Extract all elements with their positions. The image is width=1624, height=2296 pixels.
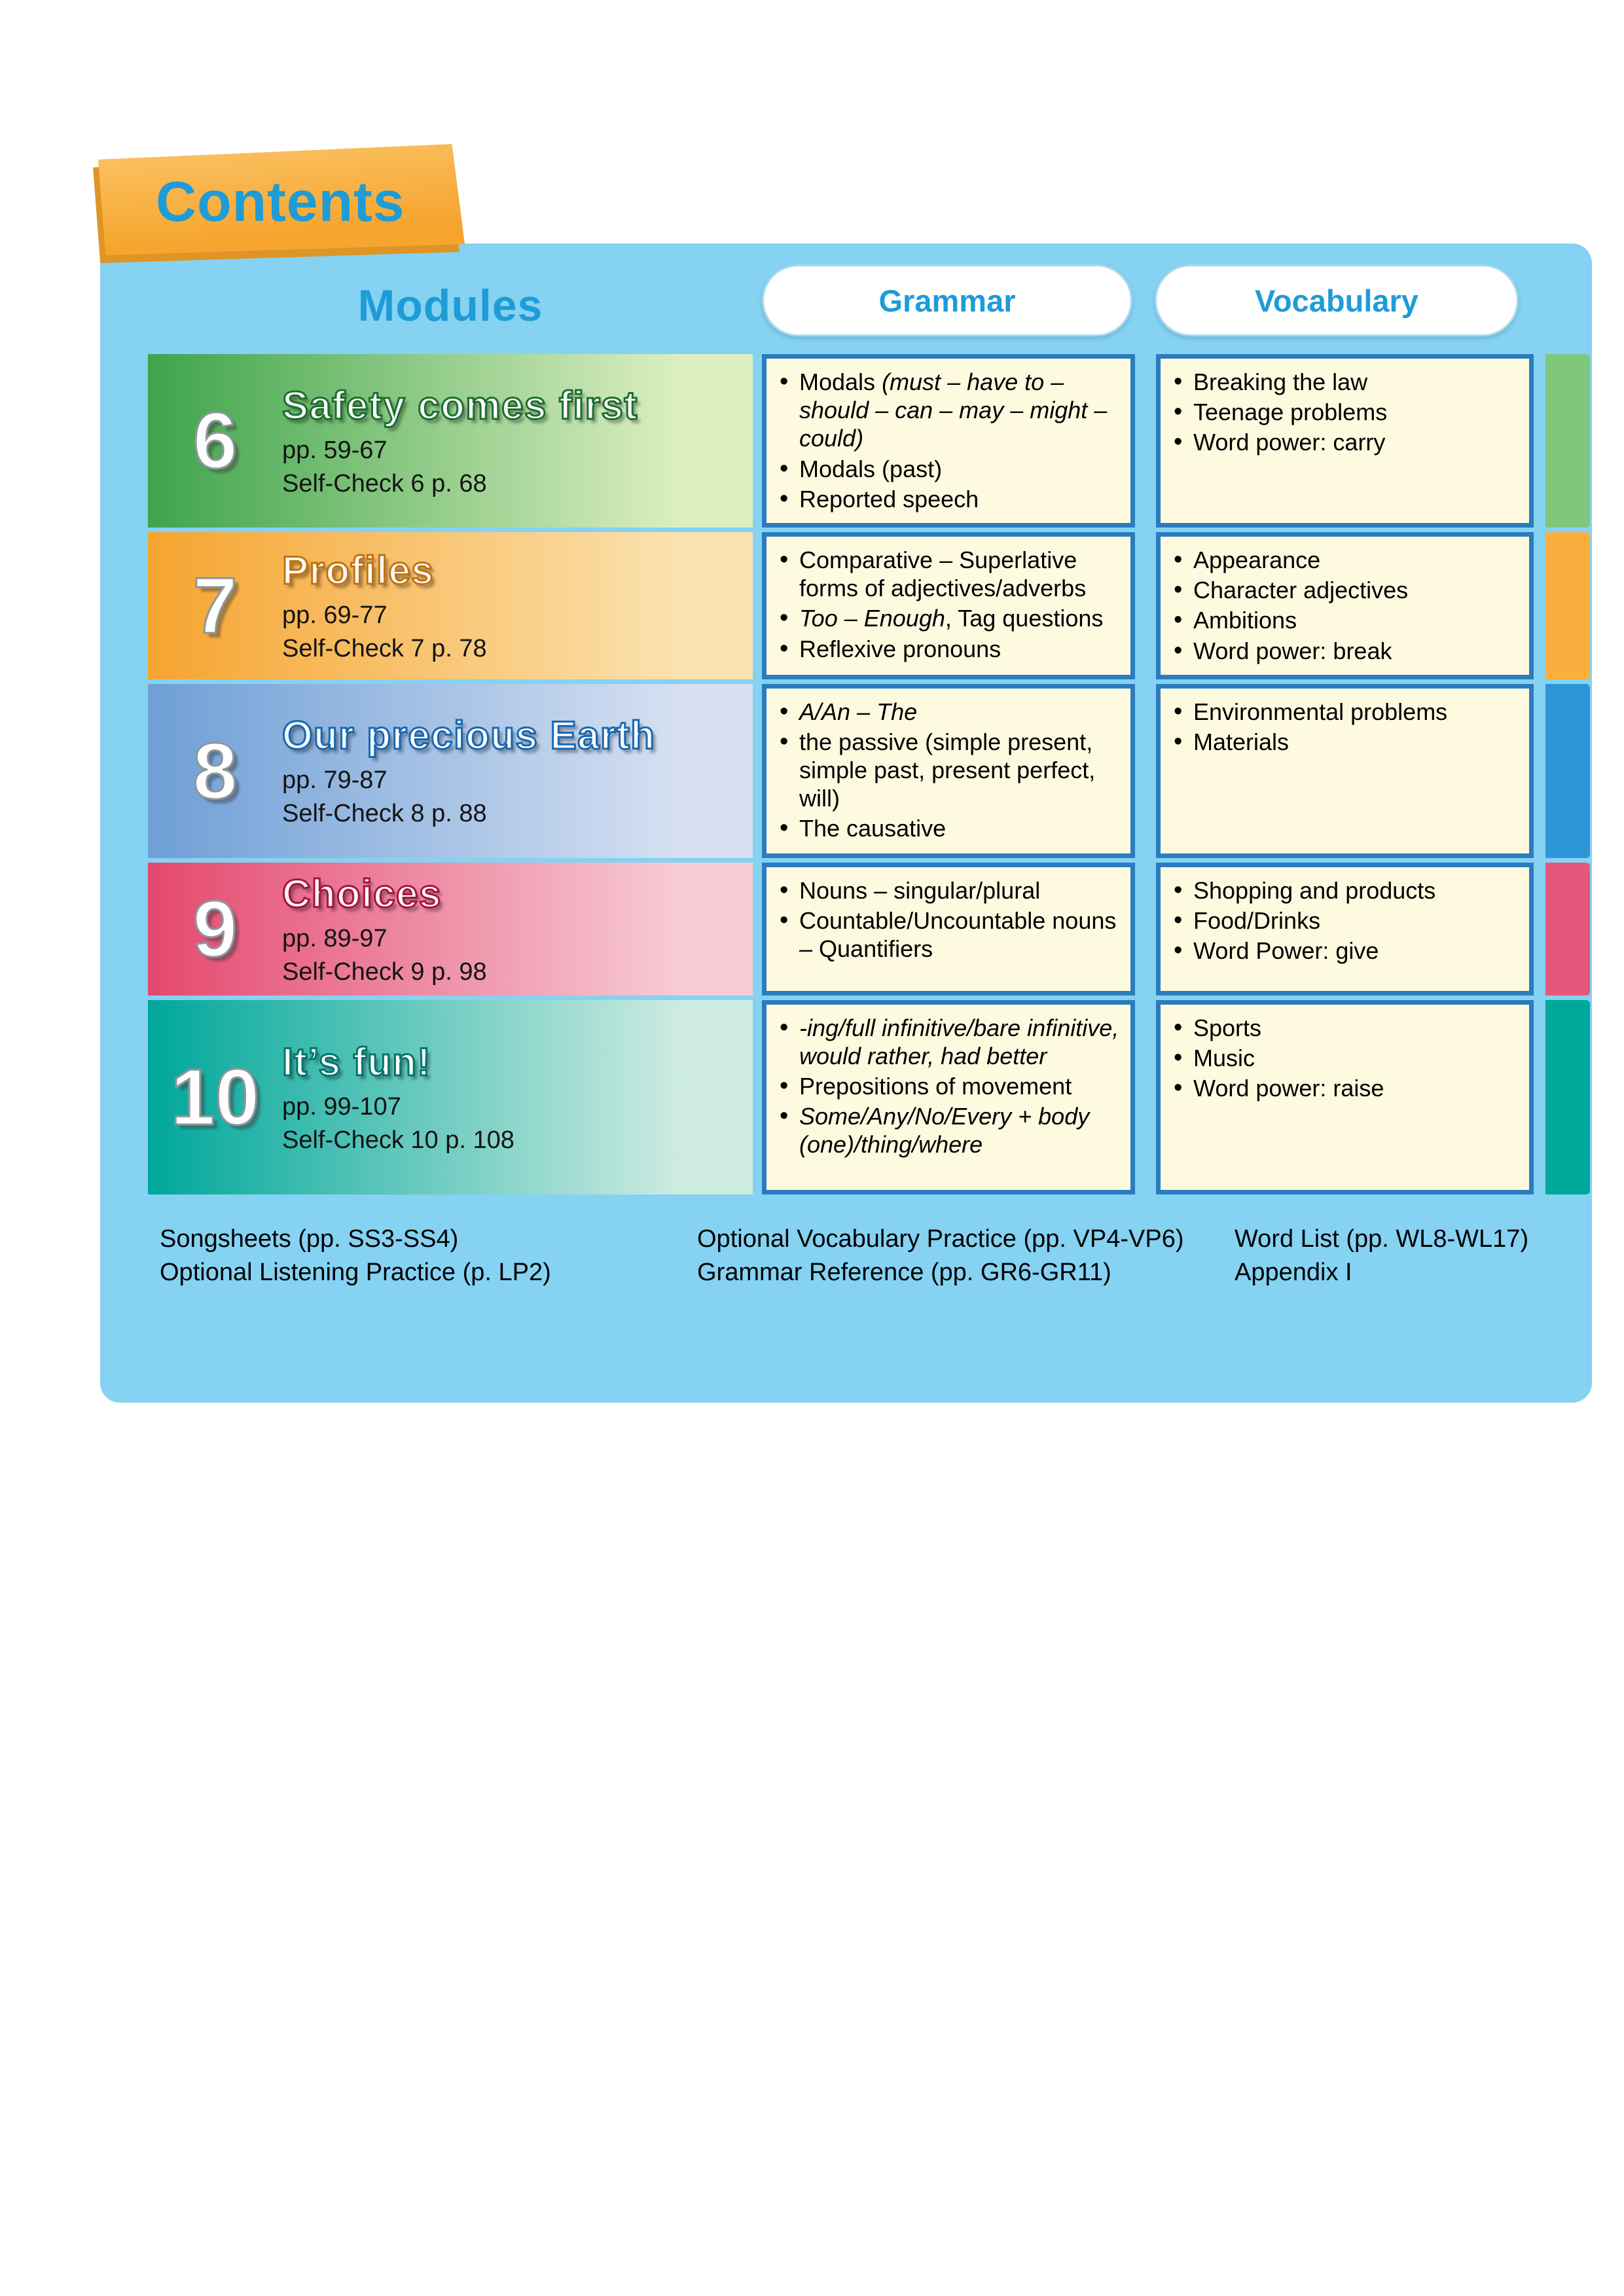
module-info [282, 374, 753, 507]
bullet-item: • Countable/Uncountable nouns – Quantifiers [776, 906, 1120, 963]
page-title: Contents [156, 170, 405, 234]
module-info [282, 704, 753, 837]
module-row-10 [148, 1000, 1592, 1194]
contents-table [148, 354, 1592, 1199]
footer-line: Optional Listening Practice (p. LP2) [160, 1259, 551, 1287]
module-color-tab [1545, 1000, 1590, 1194]
bullet-item: • Prepositions of movement [776, 1072, 1120, 1100]
grammar-list [762, 684, 1135, 858]
module-pages: pp. 79-87 [282, 766, 388, 795]
module-pages: pp. 99-107 [282, 1092, 401, 1121]
grammar-column-heading: Grammar [762, 264, 1132, 336]
module-color-tab [1545, 532, 1590, 679]
module-self-check: Self-Check 6 p. 68 [282, 469, 487, 497]
bullet-item: • Materials [1170, 728, 1519, 756]
bullet-item: • Word power: carry [1170, 428, 1519, 456]
module-row-9 [148, 863, 1592, 996]
module-color-tab [1545, 684, 1590, 858]
module-number: 10 [170, 1052, 260, 1142]
vocabulary-list [1156, 354, 1534, 528]
module-pages: pp. 59-67 [282, 436, 388, 464]
bullet-item: • Too – Enough, Tag questions [776, 604, 1120, 632]
bullet-item: • Character adjectives [1170, 576, 1519, 604]
bullet-item: • Appearance [1170, 546, 1519, 574]
bullet-item: • Word power: raise [1170, 1074, 1519, 1102]
module-self-check: Self-Check 10 p. 108 [282, 1126, 514, 1154]
bullet-item: • Modals (past) [776, 455, 1120, 483]
bullet-item: • Teenage problems [1170, 398, 1519, 426]
bullet-item: • Ambitions [1170, 606, 1519, 634]
bullet-item: • The causative [776, 814, 1120, 842]
module-self-check: Self-Check 9 p. 98 [282, 958, 487, 986]
vocabulary-list [1156, 863, 1534, 996]
module-cell [148, 1000, 753, 1194]
module-cell [148, 354, 753, 528]
bullet-item: • Breaking the law [1170, 368, 1519, 396]
bullet-item: • the passive (simple present, simple past, present perfect, will) [776, 728, 1120, 813]
grammar-list [762, 1000, 1135, 1194]
bullet-item: • Shopping and products [1170, 876, 1519, 905]
grammar-list [762, 354, 1135, 528]
contents-banner [98, 144, 465, 255]
module-number: 6 [192, 396, 238, 486]
bullet-item: • -ing/full infinitive/bare infinitive, would rather, had better [776, 1014, 1120, 1070]
module-row-6 [148, 354, 1592, 528]
bullet-item: • Word Power: give [1170, 937, 1519, 965]
module-title: Our precious Earth [282, 713, 656, 758]
footer-line: Word List (pp. WL8-WL17) [1235, 1225, 1529, 1253]
vocabulary-list [1156, 684, 1534, 858]
grammar-list [762, 532, 1135, 679]
module-info [282, 1031, 753, 1164]
vocabulary-list [1156, 1000, 1534, 1194]
modules-column-heading: Modules [357, 281, 543, 331]
bullet-item: • Comparative – Superlative forms of adjectives/adverbs [776, 546, 1120, 602]
module-self-check: Self-Check 7 p. 78 [282, 634, 487, 662]
footer-line: Optional Vocabulary Practice (pp. VP4-VP6) [697, 1225, 1184, 1253]
module-pages: pp. 69-77 [282, 601, 388, 629]
grammar-list [762, 863, 1135, 996]
module-cell [148, 684, 753, 858]
bullet-item: • Word power: break [1170, 637, 1519, 665]
module-self-check: Self-Check 8 p. 88 [282, 800, 487, 828]
footer-line: Appendix I [1235, 1259, 1352, 1287]
footer-column-2 [697, 1223, 1184, 1290]
module-row-7 [148, 532, 1592, 679]
bullet-item: • Sports [1170, 1014, 1519, 1042]
module-title: It’s fun! [282, 1039, 431, 1084]
module-info [282, 863, 753, 996]
bullet-item: • Some/Any/No/Every + body (one)/thing/where [776, 1102, 1120, 1158]
vocabulary-column-heading: Vocabulary [1155, 264, 1519, 336]
module-title: Safety comes first [282, 383, 638, 427]
module-cell [148, 863, 753, 996]
module-number: 7 [192, 561, 238, 651]
module-title: Choices [282, 871, 442, 916]
vocabulary-list [1156, 532, 1534, 679]
bullet-item: • Modals (must – have to – should – can – may – might – could) [776, 368, 1120, 453]
bullet-item: • Environmental problems [1170, 698, 1519, 726]
module-pages: pp. 89-97 [282, 924, 388, 952]
bullet-item: • Reflexive pronouns [776, 635, 1120, 663]
module-number: 8 [192, 726, 238, 816]
footer-line: Grammar Reference (pp. GR6-GR11) [697, 1259, 1111, 1287]
bullet-item: • A/An – The [776, 698, 1120, 726]
module-number: 9 [192, 884, 238, 974]
module-info [282, 539, 753, 672]
bullet-item: • Food/Drinks [1170, 906, 1519, 935]
module-cell [148, 532, 753, 679]
bullet-item: • Reported speech [776, 485, 1120, 513]
contents-panel [100, 243, 1592, 1403]
module-row-8 [148, 684, 1592, 858]
bullet-item: • Nouns – singular/plural [776, 876, 1120, 905]
module-color-tab [1545, 863, 1590, 996]
module-title: Profiles [282, 548, 435, 592]
footer-line: Songsheets (pp. SS3-SS4) [160, 1225, 459, 1253]
footer-column-1 [160, 1223, 551, 1290]
footer-column-3 [1235, 1223, 1528, 1290]
bullet-item: • Music [1170, 1044, 1519, 1072]
module-color-tab [1545, 354, 1590, 528]
